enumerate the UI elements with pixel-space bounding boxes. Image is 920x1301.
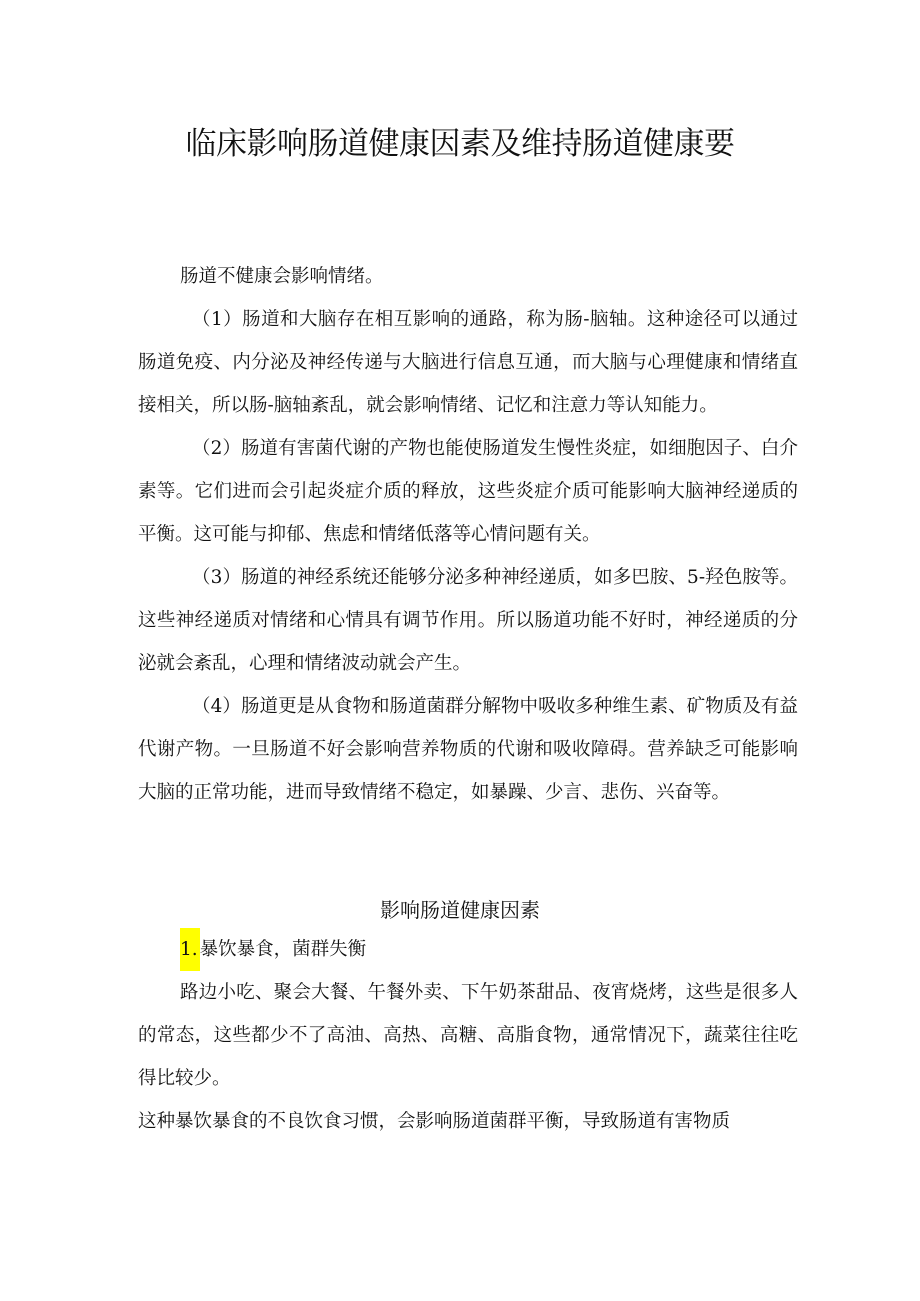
- paragraph-4: （4）肠道更是从食物和肠道菌群分解物中吸收多种维生素、矿物质及有益代谢产物。一旦肠道不好会影响营养物质的代谢和吸收障碍。营养缺乏可能影响大脑的正常功能，进而导致情绪不稳定，如暴躁、少言、悲伤、兴奋等。: [138, 696, 798, 803]
- paragraph-2: （2）肠道有害菌代谢的产物也能使肠道发生慢性炎症，如细胞因子、白介素等。它们进而会引起炎症介质的释放，这些炎症介质可能影响大脑神经递质的平衡。这可能与抑郁、焦虑和情绪低落等心情问题有关。: [138, 438, 798, 545]
- paragraph-1: （1）肠道和大脑存在相互影响的通路，称为肠-脑轴。这种途径可以通过肠道免疫、内分泌及神经传递与大脑进行信息互通，而大脑与心理健康和情绪直接相关，所以肠-脑轴紊乱，就会影响情绪、记忆和注意力等认知能力。: [138, 309, 798, 416]
- section-last-line: 这种暴饮暴食的不良饮食习惯，会影响肠道菌群平衡，导致肠道有害物质: [138, 1111, 731, 1132]
- section-paragraph: 路边小吃、聚会大餐、午餐外卖、下午奶茶甜品、夜宵烧烤，这些是很多人的常态，这些都少不了高油、高热、高糖、高脂食物，通常情况下，蔬菜往往吃得比较少。: [138, 982, 798, 1089]
- body-paragraphs: [138, 298, 798, 814]
- highlighted-item-number: 1.: [180, 928, 200, 971]
- section-body: [138, 971, 798, 1143]
- section-title: 影响肠道健康因素: [380, 898, 540, 922]
- intro-text: 肠道不健康会影响情绪。: [180, 266, 384, 287]
- item-heading-text: 暴饮暴食，菌群失衡: [199, 939, 367, 960]
- document-title: 临床影响肠道健康因素及维持肠道健康要: [185, 126, 735, 162]
- paragraph-3: （3）肠道的神经系统还能够分泌多种神经递质，如多巴胺、5-羟色胺等。这些神经递质对情绪和心情具有调节作用。所以肠道功能不好时，神经递质的分泌就会紊乱，心理和情绪波动就会产生。: [138, 567, 798, 674]
- item-heading: [180, 928, 366, 971]
